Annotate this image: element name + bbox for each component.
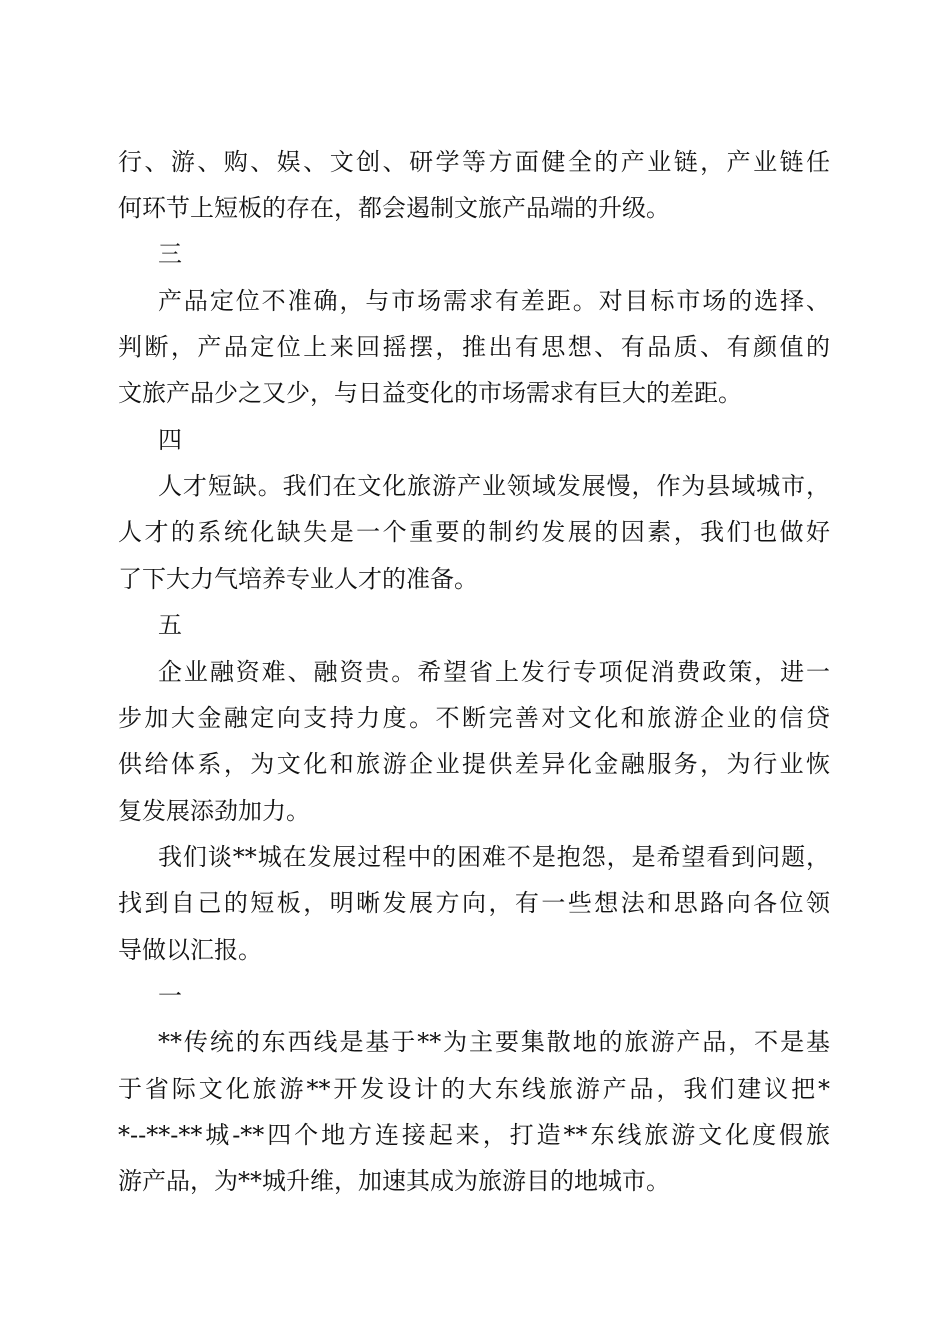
paragraph-line: 何环节上短板的存在，都会遏制文旅产品端的升级。	[118, 194, 670, 222]
paragraph-line: 行、游、购、娱、文创、研学等方面健全的产业链，产业链任	[118, 148, 830, 176]
paragraph-line: 我们谈**城在发展过程中的困难不是抱怨，是希望看到问题，	[158, 843, 830, 871]
section-heading: 三	[158, 240, 182, 268]
paragraph-line: 步加大金融定向支持力度。不断完善对文化和旅游企业的信贷	[118, 704, 830, 732]
paragraph-line: 于省际文化旅游**开发设计的大东线旅游产品，我们建议把*	[118, 1075, 830, 1103]
paragraph-line: *--**-**城-**四个地方连接起来，打造**东线旅游文化度假旅	[118, 1121, 830, 1149]
paragraph-line: 游产品，为**城升维，加速其成为旅游目的地城市。	[118, 1167, 670, 1195]
paragraph-line: 人才短缺。我们在文化旅游产业领域发展慢，作为县域城市，	[158, 472, 830, 500]
section-heading: 五	[158, 611, 182, 639]
paragraph-line: 判断，产品定位上来回摇摆，推出有思想、有品质、有颜值的	[118, 333, 830, 361]
paragraph-line: 人才的系统化缺失是一个重要的制约发展的因素，我们也做好	[118, 518, 830, 546]
paragraph-line: **传统的东西线是基于**为主要集散地的旅游产品，不是基	[158, 1028, 830, 1056]
paragraph-line: 产品定位不准确，与市场需求有差距。对目标市场的选择、	[158, 287, 830, 315]
section-heading: 一	[158, 982, 182, 1010]
paragraph-line: 找到自己的短板，明晰发展方向，有一些想法和思路向各位领	[118, 889, 830, 917]
paragraph-line: 复发展添劲加力。	[118, 797, 310, 825]
section-heading: 四	[158, 426, 182, 454]
paragraph-line: 文旅产品少之又少，与日益变化的市场需求有巨大的差距。	[118, 379, 742, 407]
paragraph-line: 企业融资难、融资贵。希望省上发行专项促消费政策，进一	[158, 658, 830, 686]
paragraph-line: 了下大力气培养专业人才的准备。	[118, 565, 478, 593]
paragraph-line: 供给体系，为文化和旅游企业提供差异化金融服务，为行业恢	[118, 750, 830, 778]
paragraph-line: 导做以汇报。	[118, 936, 262, 964]
